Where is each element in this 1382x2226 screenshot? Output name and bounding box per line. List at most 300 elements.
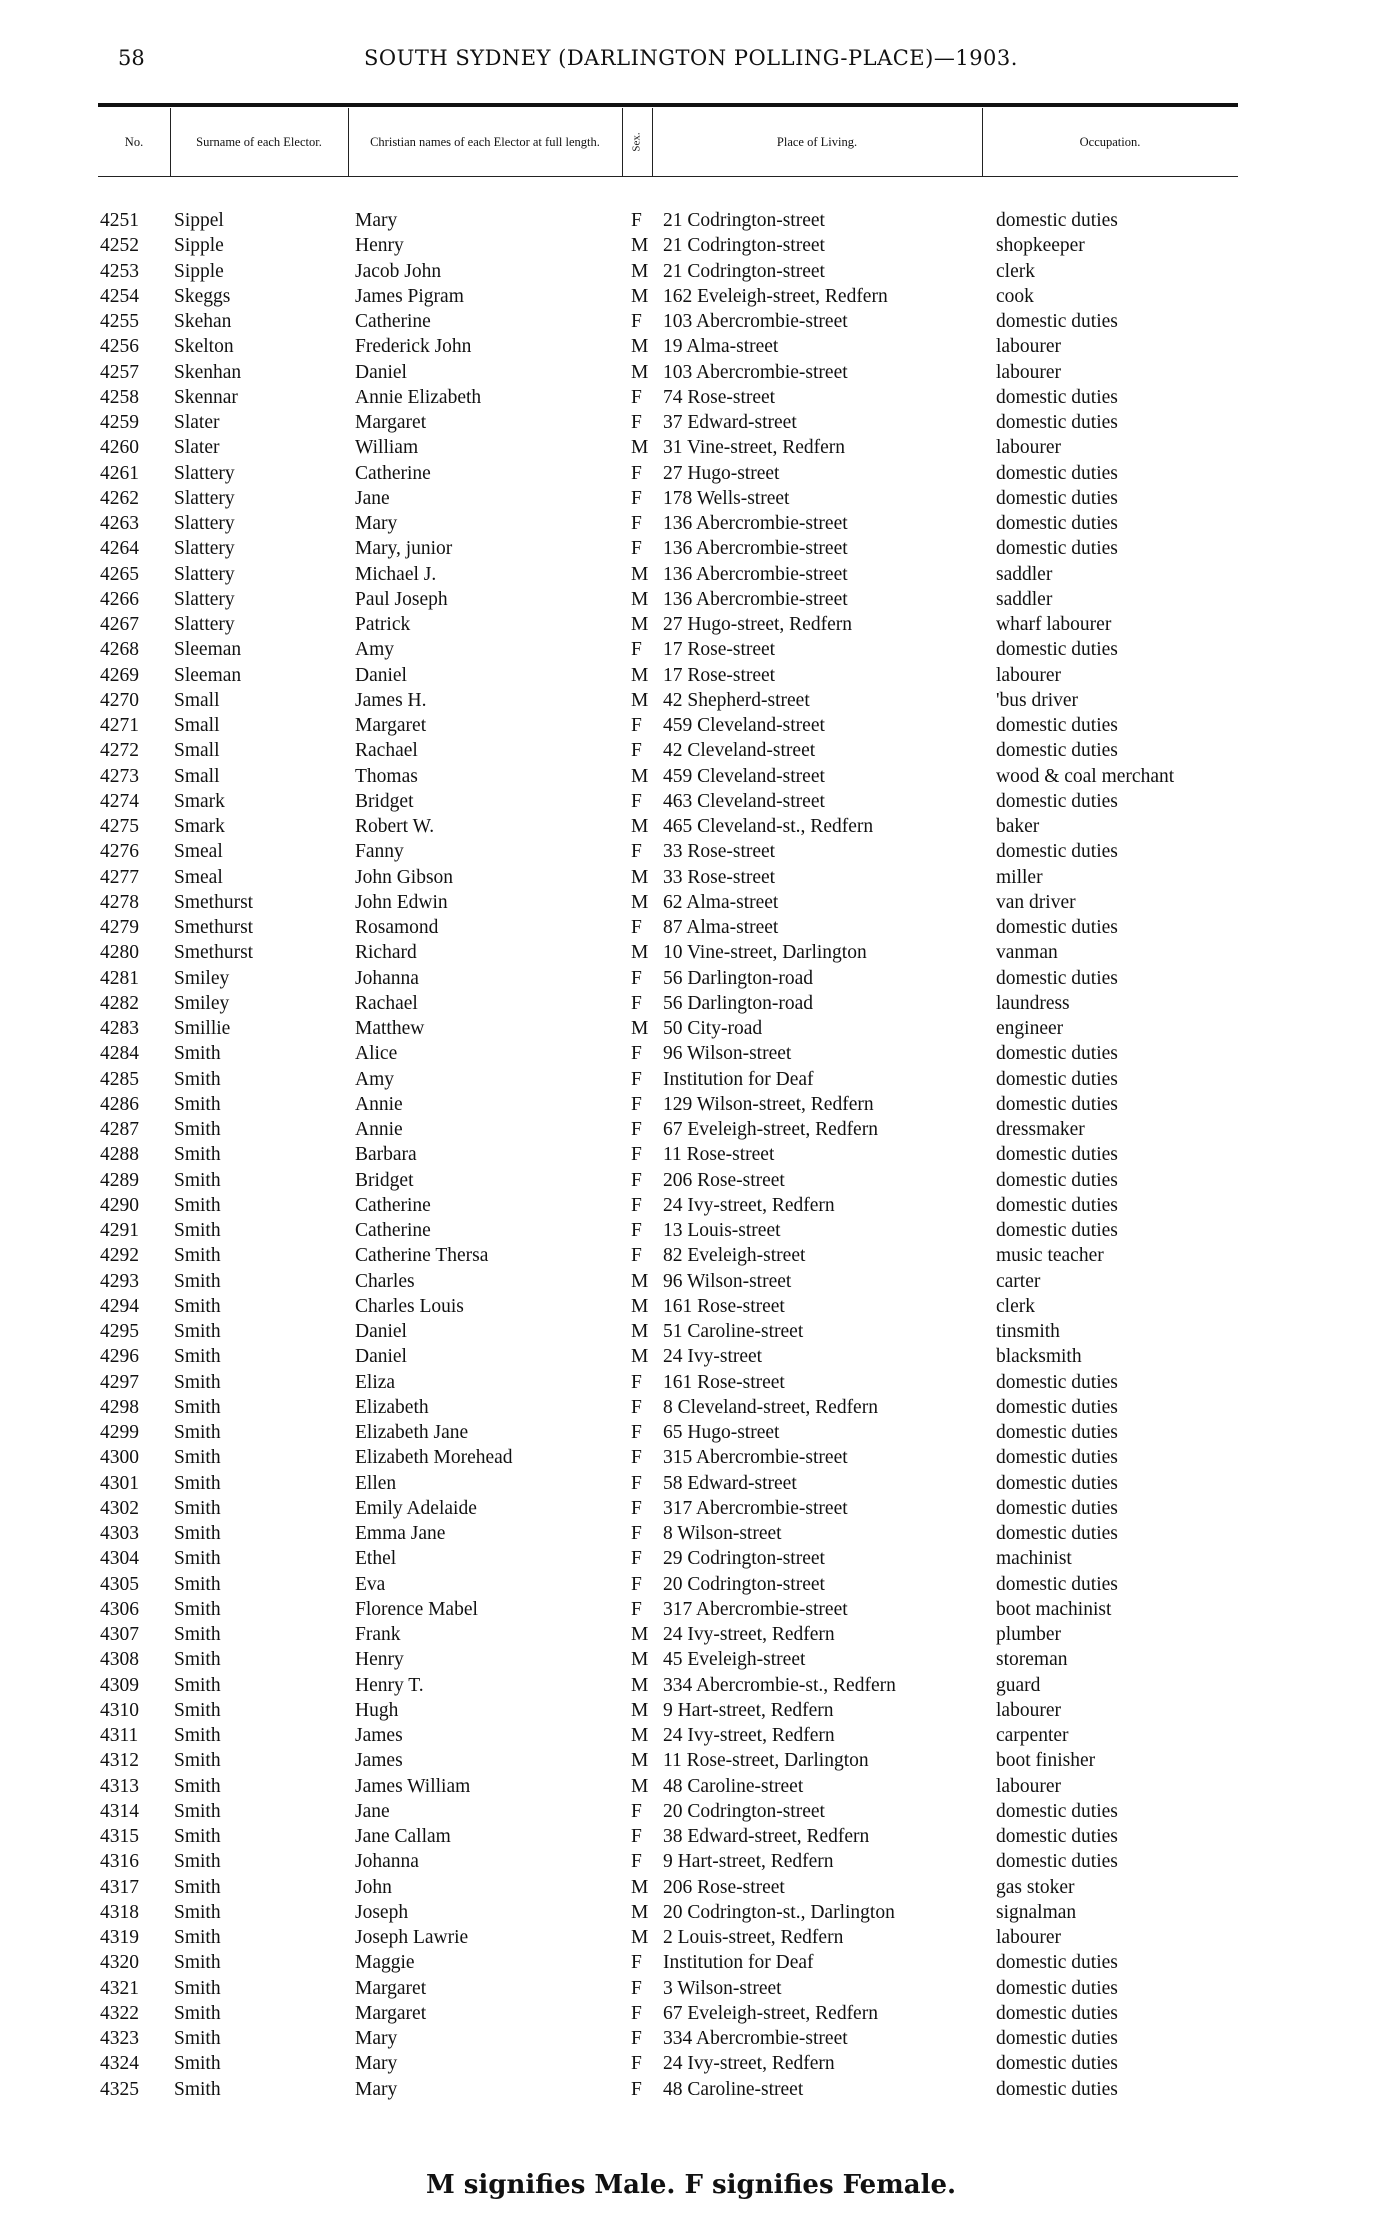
christian-names: Daniel [355,1321,407,1342]
christian-names: Rachael [355,992,418,1014]
surname: Skelton [174,336,234,358]
table-row [0,1496,1382,1521]
surname: Small [174,765,220,787]
table-row [0,435,1382,460]
sex: M [631,361,649,383]
row-number: 4284 [100,1043,139,1065]
place-of-living: 51 Caroline-street [663,1321,804,1342]
surname: Smith [174,1068,221,1090]
place-of-living: 317 Abercrombie-street [663,1497,848,1519]
occupation: saddler [996,588,1053,610]
surname: Smith [174,1472,221,1494]
christian-names: Margaret [355,2002,427,2024]
place-of-living: 136 Abercrombie-street [663,563,848,585]
sex: F [631,1573,642,1595]
surname: Smith [174,1321,221,1342]
occupation: cook [996,285,1034,307]
sex: M [631,664,649,686]
christian-names: Jane Callam [355,1826,451,1847]
occupation: domestic duties [996,1144,1118,1166]
surname: Smethurst [174,942,254,964]
place-of-living: 317 Abercrombie-street [663,1598,848,1620]
sex: F [631,1472,642,1494]
occupation: machinist [996,1548,1072,1570]
col-header-surname: Surname of each Elector. [170,108,349,176]
christian-names: Hugh [355,1699,399,1721]
sex: M [631,765,649,787]
row-number: 4306 [100,1598,139,1620]
christian-names: Annie [355,1093,403,1115]
christian-names: Frank [355,1624,401,1645]
place-of-living: 161 Rose-street [663,1295,785,1317]
table-row [0,764,1382,789]
place-of-living: 33 Rose-street [663,841,776,863]
row-number: 4315 [100,1826,139,1847]
occupation: domestic duties [996,311,1118,332]
occupation: domestic duties [996,1523,1118,1544]
place-of-living: 17 Rose-street [663,664,776,686]
row-number: 4305 [100,1573,139,1595]
row-number: 4287 [100,1119,139,1140]
christian-names: Elizabeth Jane [355,1422,469,1443]
place-of-living: 27 Hugo-street, Redfern [663,614,852,635]
place-of-living: 161 Rose-street [663,1371,785,1393]
sex: M [631,1295,649,1317]
surname: Smith [174,1800,221,1822]
occupation: 'bus driver [996,689,1079,711]
place-of-living: 9 Hart-street, Redfern [663,1851,834,1873]
christian-names: Emily Adelaide [355,1497,477,1519]
surname: Slattery [174,614,235,635]
christian-names: Jane [355,1800,390,1822]
place-of-living: 8 Wilson-street [663,1523,782,1544]
surname: Smith [174,1270,221,1292]
christian-names: Joseph Lawrie [355,1927,469,1948]
place-of-living: 31 Vine-street, Redfern [663,437,846,459]
row-number: 4322 [100,2002,139,2024]
surname: Smith [174,1169,221,1191]
sex: M [631,1346,649,1368]
place-of-living: 48 Caroline-street [663,2078,804,2100]
occupation: carpenter [996,1725,1069,1746]
occupation: gas stoker [996,1876,1075,1898]
table-row [0,1142,1382,1167]
place-of-living: 37 Edward-street [663,412,797,433]
surname: Small [174,689,220,711]
surname: Smith [174,1119,221,1140]
table-row [0,1521,1382,1546]
surname: Slattery [174,462,235,484]
sex: F [631,1093,642,1115]
place-of-living: 62 Alma-street [663,891,779,913]
occupation: domestic duties [996,2078,1118,2100]
table-row [0,1799,1382,1824]
surname: Smith [174,1447,221,1469]
surname: Smith [174,1093,221,1115]
row-number: 4262 [100,487,139,509]
occupation: domestic duties [996,1573,1118,1595]
place-of-living: 24 Ivy-street [663,1346,763,1368]
table-row [0,865,1382,890]
surname: Smith [174,1977,221,1999]
row-number: 4312 [100,1750,139,1772]
page-title: SOUTH SYDNEY (DARLINGTON POLLING-PLACE)—1903. [364,46,1018,70]
table-row [0,814,1382,839]
surname: Smith [174,1043,221,1065]
surname: Smith [174,1851,221,1873]
sex: F [631,1043,642,1065]
sex: F [631,1068,642,1090]
sex: M [631,1927,649,1948]
christian-names: Eliza [355,1371,396,1393]
surname: Slattery [174,487,235,509]
occupation: domestic duties [996,841,1118,863]
christian-names: Charles [355,1270,415,1292]
row-number: 4260 [100,437,139,459]
place-of-living: Institution for Deaf [663,1952,814,1974]
table-row [0,259,1382,284]
place-of-living: 82 Eveleigh-street [663,1245,806,1267]
surname: Smark [174,816,225,837]
table-row [0,966,1382,991]
row-number: 4295 [100,1321,139,1342]
occupation: domestic duties [996,1977,1118,1999]
sex: F [631,1977,642,1999]
place-of-living: 13 Louis-street [663,1220,781,1241]
occupation: domestic duties [996,210,1118,231]
occupation: domestic duties [996,1169,1118,1191]
christian-names: Bridget [355,1169,414,1191]
place-of-living: 20 Codrington-st., Darlington [663,1901,895,1923]
sex: F [631,1800,642,1822]
occupation: domestic duties [996,639,1118,661]
surname: Smith [174,1220,221,1241]
place-of-living: 33 Rose-street [663,866,776,888]
surname: Smith [174,1775,221,1797]
surname: Smith [174,1371,221,1393]
sex: F [631,538,642,560]
place-of-living: 334 Abercrombie-street [663,2028,848,2049]
sex: M [631,285,649,307]
table-row [0,562,1382,587]
table-row [0,1849,1382,1874]
row-number: 4316 [100,1851,139,1873]
sex: M [631,1270,649,1292]
table-row [0,663,1382,688]
place-of-living: 459 Cleveland-street [663,715,825,736]
occupation: labourer [996,1699,1061,1721]
table-row [0,1193,1382,1218]
christian-names: James [355,1750,403,1772]
table-row [0,1647,1382,1672]
place-of-living: 24 Ivy-street, Redfern [663,2053,835,2075]
christian-names: Robert W. [355,816,435,837]
table-row [0,2077,1382,2102]
christian-names: Charles Louis [355,1295,464,1317]
christian-names: Margaret [355,1977,427,1999]
christian-names: Mary [355,2078,398,2100]
place-of-living: 136 Abercrombie-street [663,538,848,560]
place-of-living: 45 Eveleigh-street [663,1649,806,1671]
surname: Skeggs [174,285,231,307]
christian-names: Catherine [355,1220,431,1241]
place-of-living: 48 Caroline-street [663,1775,804,1797]
row-number: 4275 [100,816,139,837]
sex: F [631,2078,642,2100]
table-row [0,1925,1382,1950]
occupation: domestic duties [996,1194,1118,1216]
place-of-living: 58 Edward-street [663,1472,797,1494]
place-of-living: 65 Hugo-street [663,1422,780,1443]
christian-names: Florence Mabel [355,1598,478,1620]
sex: M [631,1321,649,1342]
surname: Smethurst [174,891,254,913]
occupation: labourer [996,664,1061,686]
christian-names: Mary [355,513,398,534]
christian-names: Elizabeth [355,1396,429,1418]
place-of-living: 459 Cleveland-street [663,765,825,787]
table-row [0,890,1382,915]
table-row [0,1673,1382,1698]
place-of-living: 27 Hugo-street [663,462,780,484]
sex: F [631,639,642,661]
row-number: 4308 [100,1649,139,1671]
occupation: domestic duties [996,1800,1118,1822]
table-row [0,637,1382,662]
christian-names: Daniel [355,664,407,686]
table-row [0,1269,1382,1294]
row-number: 4259 [100,412,139,433]
occupation: domestic duties [996,715,1118,736]
occupation: domestic duties [996,2053,1118,2075]
surname: Small [174,740,220,762]
christian-names: Joseph [355,1901,409,1923]
sex: M [631,1876,649,1898]
row-number: 4253 [100,260,139,282]
christian-names: John [355,1876,392,1898]
surname: Slater [174,437,220,459]
surname: Smith [174,1876,221,1898]
christian-names: Henry [355,1649,404,1671]
occupation: domestic duties [996,2002,1118,2024]
surname: Smith [174,1649,221,1671]
surname: Skehan [174,311,232,332]
occupation: plumber [996,1624,1061,1645]
surname: Smith [174,2078,221,2100]
occupation: domestic duties [996,1472,1118,1494]
row-number: 4252 [100,235,139,257]
place-of-living: 334 Abercrombie-st., Redfern [663,1674,896,1696]
place-of-living: 2 Louis-street, Redfern [663,1927,844,1948]
table-row [0,1319,1382,1344]
christian-names: Maggie [355,1952,415,1974]
sex: M [631,614,649,635]
occupation: guard [996,1674,1041,1696]
christian-names: Rachael [355,740,418,762]
christian-names: Michael J. [355,563,437,585]
table-row [0,1243,1382,1268]
place-of-living: 103 Abercrombie-street [663,311,848,332]
surname: Skennar [174,386,238,408]
occupation: domestic duties [996,1447,1118,1469]
christian-names: Annie Elizabeth [355,386,482,408]
row-number: 4321 [100,1977,139,1999]
table-row [0,940,1382,965]
sex: F [631,1851,642,1873]
row-number: 4311 [100,1725,139,1746]
occupation: boot finisher [996,1750,1096,1772]
christian-names: Elizabeth Morehead [355,1447,513,1469]
sex: M [631,260,649,282]
table-row [0,1622,1382,1647]
occupation: domestic duties [996,1497,1118,1519]
surname: Sippel [174,210,224,231]
place-of-living: 19 Alma-street [663,336,779,358]
place-of-living: 9 Hart-street, Redfern [663,1699,834,1721]
occupation: labourer [996,437,1061,459]
christian-names: Daniel [355,1346,407,1368]
occupation: domestic duties [996,1093,1118,1115]
sex: F [631,1598,642,1620]
place-of-living: 11 Rose-street, Darlington [663,1750,869,1772]
row-number: 4310 [100,1699,139,1721]
row-number: 4258 [100,386,139,408]
surname: Smethurst [174,917,254,938]
table-row [0,511,1382,536]
sex: F [631,2002,642,2024]
surname: Smith [174,1826,221,1847]
place-of-living: 24 Ivy-street, Redfern [663,1624,835,1645]
row-number: 4309 [100,1674,139,1696]
row-number: 4278 [100,891,139,913]
sex: F [631,311,642,332]
place-of-living: 38 Edward-street, Redfern [663,1826,870,1847]
row-number: 4286 [100,1093,139,1115]
table-row [0,1698,1382,1723]
occupation: baker [996,816,1040,837]
sex: F [631,1523,642,1544]
sex: M [631,942,649,964]
surname: Smith [174,1598,221,1620]
row-number: 4314 [100,1800,139,1822]
occupation: vanman [996,942,1058,964]
sex: F [631,1371,642,1393]
table-row [0,360,1382,385]
christian-names: Frederick John [355,336,472,358]
table-row [0,284,1382,309]
occupation: blacksmith [996,1346,1082,1368]
row-number: 4317 [100,1876,139,1898]
occupation: domestic duties [996,1220,1118,1241]
sex: F [631,1245,642,1267]
table-row [0,1824,1382,1849]
row-number: 4283 [100,1018,139,1039]
row-number: 4288 [100,1144,139,1166]
occupation: domestic duties [996,1952,1118,1974]
header-rule [98,103,1238,107]
col-header-place: Place of Living. [652,108,983,176]
christian-names: Mary [355,2028,398,2049]
place-of-living: 42 Cleveland-street [663,740,816,762]
table-row [0,536,1382,561]
row-number: 4290 [100,1194,139,1216]
place-of-living: 206 Rose-street [663,1169,785,1191]
sex: F [631,1220,642,1241]
sex: M [631,891,649,913]
row-number: 4297 [100,1371,139,1393]
christian-names: James Pigram [355,285,464,307]
row-number: 4291 [100,1220,139,1241]
place-of-living: 463 Cleveland-street [663,790,825,812]
occupation: domestic duties [996,1068,1118,1090]
table-row [0,915,1382,940]
occupation: domestic duties [996,1396,1118,1418]
table-row [0,1572,1382,1597]
sex: M [631,1674,649,1696]
table-row [0,1168,1382,1193]
surname: Smith [174,1523,221,1544]
row-number: 4299 [100,1422,139,1443]
place-of-living: 162 Eveleigh-street, Redfern [663,285,888,307]
christian-names: Jane [355,487,390,509]
occupation: domestic duties [996,1422,1118,1443]
row-number: 4254 [100,285,139,307]
occupation: wood & coal merchant [996,765,1175,787]
table-row [0,1092,1382,1117]
row-number: 4307 [100,1624,139,1645]
row-number: 4251 [100,210,139,231]
table-row [0,1900,1382,1925]
table-row [0,385,1382,410]
elector-list [0,208,1382,2102]
surname: Sipple [174,235,224,257]
row-number: 4313 [100,1775,139,1797]
sex: F [631,1119,642,1140]
christian-names: John Gibson [355,866,454,888]
surname: Smith [174,1295,221,1317]
row-number: 4303 [100,1523,139,1544]
row-number: 4276 [100,841,139,863]
page-number: 58 [118,46,145,70]
place-of-living: 21 Codrington-street [663,235,825,257]
sex: F [631,1169,642,1191]
sex: F [631,1422,642,1443]
sex: F [631,1548,642,1570]
sex: M [631,1901,649,1923]
sex: M [631,1750,649,1772]
row-number: 4285 [100,1068,139,1090]
surname: Smith [174,1750,221,1772]
row-number: 4274 [100,790,139,812]
sex: F [631,917,642,938]
row-number: 4298 [100,1396,139,1418]
surname: Slattery [174,513,235,534]
christian-names: Fanny [355,841,404,863]
sex: M [631,235,649,257]
christian-names: James H. [355,689,427,711]
col-header-no: No. [98,108,171,176]
sex: F [631,210,642,231]
row-number: 4265 [100,563,139,585]
christian-names: Mary [355,2053,398,2075]
table-row [0,309,1382,334]
table-row [0,1875,1382,1900]
surname: Smith [174,1725,221,1746]
occupation: domestic duties [996,386,1118,408]
row-number: 4320 [100,1952,139,1974]
table-row [0,1370,1382,1395]
place-of-living: 129 Wilson-street, Redfern [663,1093,874,1115]
